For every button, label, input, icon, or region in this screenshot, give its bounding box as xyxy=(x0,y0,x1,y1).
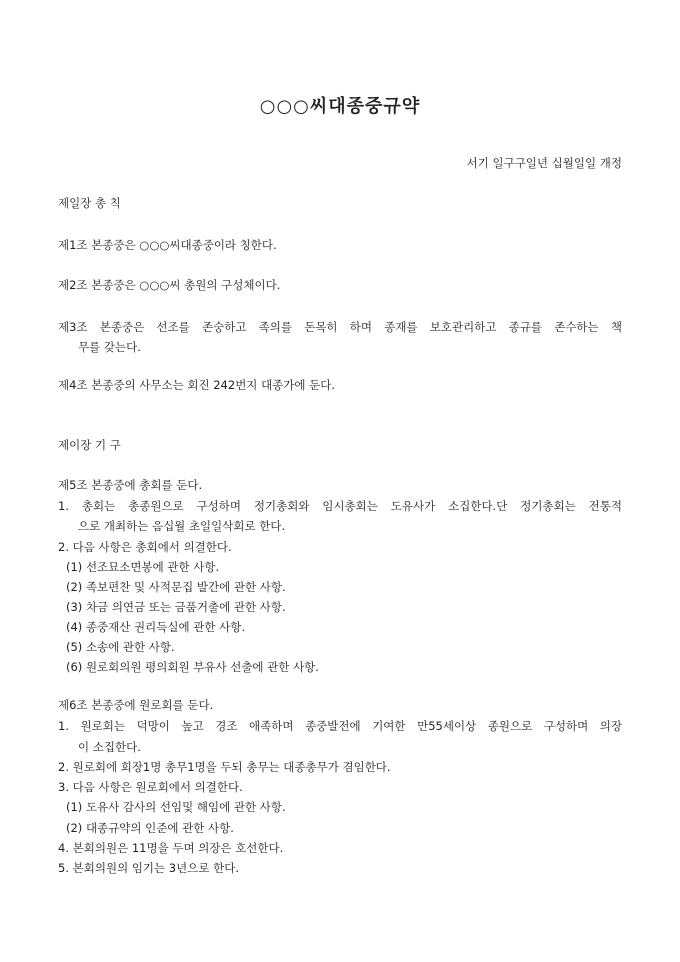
article-5-title: 제5조 본종중에 총회를 둔다. xyxy=(58,478,203,492)
article-1: 제1조 본종중은 ○○○씨대종중이라 칭한다. xyxy=(58,238,277,252)
article-6-subitem-1: (1) 도유사 감사의 선임및 해임에 관한 사항. xyxy=(66,800,286,814)
article-6-subitem-2: (2) 대종규약의 인준에 관한 사항. xyxy=(66,821,234,835)
article-5-subitem-4: (4) 종중재산 권리득실에 관한 사항. xyxy=(66,620,245,634)
article-6-item2: 2. 원로회에 회장1명 총무1명을 두되 총무는 대종총무가 겸임한다. xyxy=(58,760,391,774)
article-6-item5: 5. 본회의원의 임기는 3년으로 한다. xyxy=(58,861,239,875)
article-6-item4: 4. 본회의원은 11명을 두며 의장은 호선한다. xyxy=(58,841,284,855)
article-5-item2: 2. 다음 사항은 총회에서 의결한다. xyxy=(58,540,232,554)
revision-note: 서기 일구구일년 십월일일 개정 xyxy=(466,156,622,170)
article-6-item3: 3. 다음 사항은 원로회에서 의결한다. xyxy=(58,780,243,794)
article-6-title: 제6조 본종중에 원로회를 둔다. xyxy=(58,698,214,712)
article-6-item1-line1: 1. 원로회는 덕망이 높고 경조 애족하며 종중발전에 기여한 만55세이상 종원으로 구성하며 의장 xyxy=(58,719,622,733)
article-5-subitem-3: (3) 차금 의연금 또는 금품거출에 관한 사항. xyxy=(66,600,286,614)
document-title: ○○○씨대종중규약 xyxy=(259,96,421,117)
article-2: 제2조 본종중은 ○○○씨 총원의 구성체이다. xyxy=(58,278,281,292)
article-4: 제4조 본종중의 사무소는 회진 242번지 대종가에 둔다. xyxy=(58,378,336,392)
article-3-line1: 제3조 본종중은 선조를 존숭하고 족의를 돈목히 하며 종재를 보호관리하고 종규를 존수하는 책 xyxy=(58,320,622,334)
article-5-subitem-2: (2) 족보편찬 및 사적문집 발간에 관한 사항. xyxy=(66,580,286,594)
chapter1-heading: 제일장 총 칙 xyxy=(58,196,121,210)
chapter2-heading: 제이장 기 구 xyxy=(58,438,121,452)
article-5-item1-line1: 1. 총회는 총종원으로 구성하며 정기총회와 임시총회는 도유사가 소집한다.단 정기총회는 전통적 xyxy=(58,499,622,513)
article-5-subitem-1: (1) 선조묘소면봉에 관한 사항. xyxy=(66,560,220,574)
article-3-line2: 무를 갖는다. xyxy=(78,340,141,354)
article-5-item1-line2: 으로 개최하는 음십월 초일일삭회로 한다. xyxy=(78,519,286,533)
article-5-subitem-5: (5) 소송에 관한 사항. xyxy=(66,640,175,654)
article-6-item1-line2: 이 소집한다. xyxy=(78,740,141,754)
article-5-subitem-6: (6) 원로회의원 평의회원 부유사 선출에 관한 사항. xyxy=(66,660,319,674)
